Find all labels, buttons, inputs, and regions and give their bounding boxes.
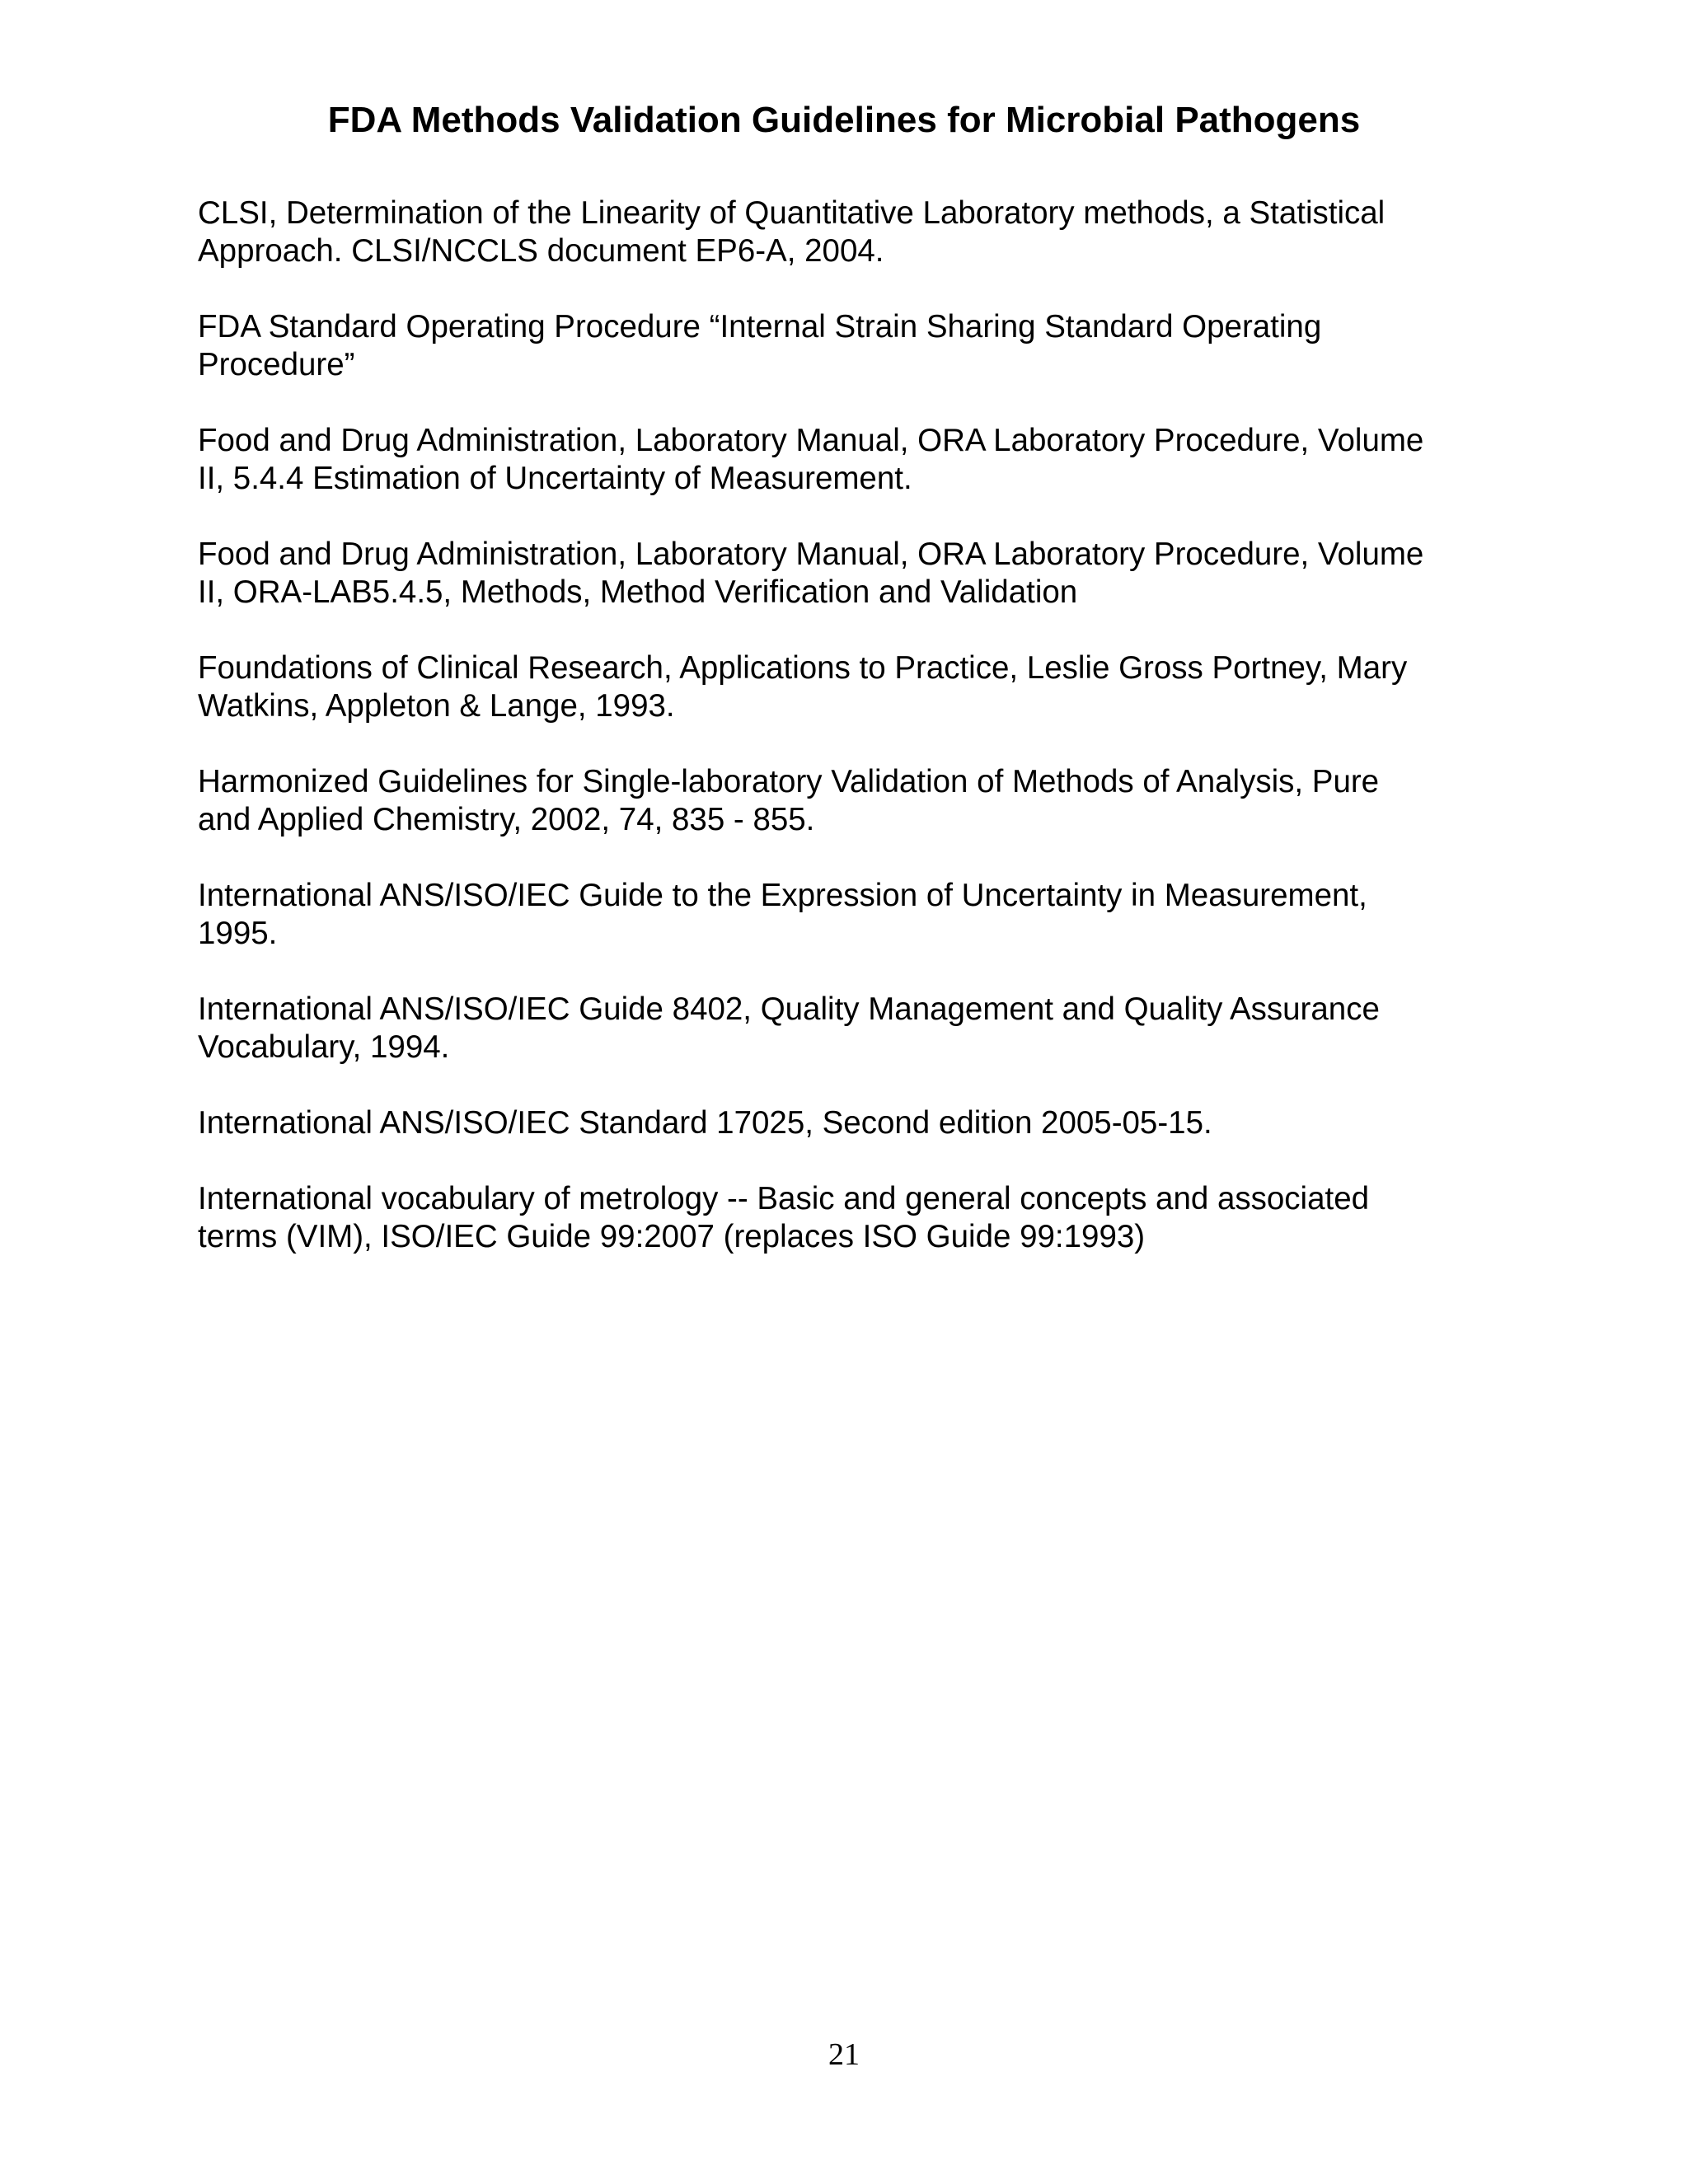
reference-item: International ANS/ISO/IEC Guide 8402, Quality Management and Quality Assurance Vocabulary, 1994. — [198, 991, 1380, 1065]
reference-item: FDA Standard Operating Procedure “Internal Strain Sharing Standard Operating Procedure” — [198, 309, 1322, 382]
reference-list — [198, 194, 1500, 1294]
reference-item: Harmonized Guidelines for Single-laboratory Validation of Methods of Analysis, Pure and Applied Chemistry, 2002, 74, 835 - 855. — [198, 764, 1380, 837]
reference-item: Foundations of Clinical Research, Applications to Practice, Leslie Gross Portney, Mary Watkins, Appleton & Lange, 1993. — [198, 650, 1408, 724]
reference-item: International ANS/ISO/IEC Standard 17025, Second edition 2005-05-15. — [198, 1105, 1212, 1141]
reference-item: Food and Drug Administration, Laboratory Manual, ORA Laboratory Procedure, Volume II, 5.4.4 Estimation of Uncertainty of Measurement. — [198, 423, 1424, 496]
reference-item: International ANS/ISO/IEC Guide to the Expression of Uncertainty in Measurement, 1995. — [198, 878, 1367, 951]
reference-item: International vocabulary of metrology -- Basic and general concepts and associated terms (VIM), ISO/IEC Guide 99:2007 (replaces ISO Guide 99:1993) — [198, 1181, 1370, 1254]
page-number: 21 — [828, 2037, 860, 2072]
reference-item: Food and Drug Administration, Laboratory Manual, ORA Laboratory Procedure, Volume II, ORA-LAB5.4.5, Methods, Method Verification and Validation — [198, 537, 1424, 610]
reference-item: CLSI, Determination of the Linearity of Quantitative Laboratory methods, a Statistical Approach. CLSI/NCCLS document EP6-A, 2004. — [198, 195, 1386, 269]
page-title: FDA Methods Validation Guidelines for Microbial Pathogens — [327, 100, 1361, 140]
